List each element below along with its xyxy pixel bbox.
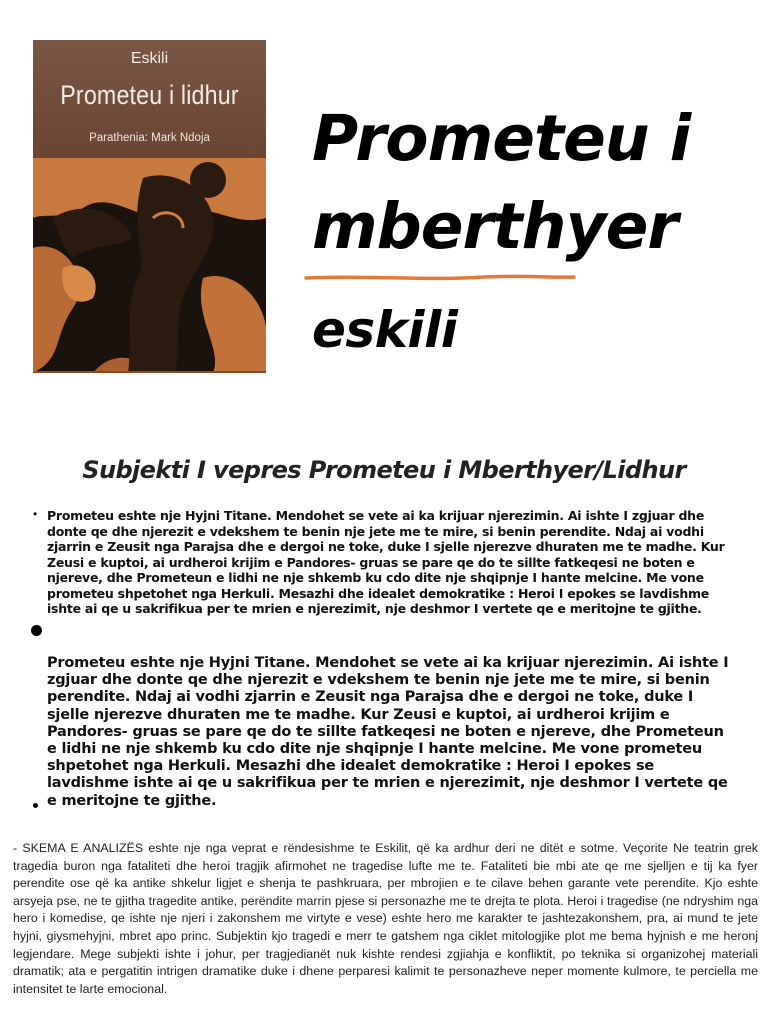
cover-artwork (33, 158, 266, 373)
page-title (312, 95, 690, 271)
cover-preface: Parathenia: Mark Ndoja (89, 132, 210, 144)
bullet-text-small: Prometeu eshte nje Hyjni Titane. Mendohet se vete ai ka krijuar njerezimin. Ai ishte I zgjuar dhe donte qe dhe njerezit e vdekshem te benin nje jete me te mire, si benin perendite. Ndaj ai vodhi zjarrin e Zeusit nga Parajsa dhe e dergoi ne toke, duke I sjelle njerezve dhuraten me te madhe. Kur Zeusi e kuptoi, ai urdheroi krijim e Pandores- gruas se pare qe do te sillte fatkeqesi ne boten e njereve, dhe Prometeun e lidhi ne nje shkemb ku cdo dite nje shqipnje I hante melcine. Me vone prometeu shpetohet nga Herkuli. Mesazhi dhe idealet demokratike : Heroi I epokes se lavdishme ishte ai qe u sakrifikua per te mrien e njerezimit, nje deshmor I vertete qe e meritojne te gjithe. (47, 508, 725, 616)
section-title: Subjekti I vepres Prometeu i Mberthyer/Lidhur (82, 456, 686, 484)
cover-author: Eskili (130, 50, 169, 67)
title-underline (304, 272, 576, 284)
book-cover-image (33, 40, 266, 373)
title-line-2: mberthyer (312, 190, 678, 263)
bullet-marker-empty (33, 803, 38, 808)
bullet-text-large: Prometeu eshte nje Hyjni Titane. Mendohet se vete ai ka krijuar njerezimin. Ai ishte I zgjuar dhe donte qe dhe njerezit e vdekshem te benin nje jete me te mire, si benin perendite. Ndaj ai vodhi zjarrin e Zeusit nga Parajsa dhe e dergoi ne toke, duke I sjelle njerezve dhuraten me te madhe. Kur Zeusi e kuptoi, ai urdheroi krijim e Pandores- gruas se pare qe do te sillte fatkeqesi ne boten e njereve, dhe Prometeun e lidhi ne nje shkemb ku cdo dite nje shqipnje I hante melcine. Me vone prometeu shpetohet nga Herkuli. Mesazhi dhe idealet demokratike : Heroi I epokes se lavdishme ishte ai qe u sakrifikua per te mrien e njerezimit, nje deshmor I vertete qe e meritojne te gjithe. (47, 655, 729, 809)
bullet-marker: • (33, 507, 38, 521)
author-name: eskili (312, 301, 458, 359)
cover-header (33, 40, 266, 158)
title-line-1: Prometeu i (312, 102, 691, 175)
cover-title: Prometeu i lidhur (60, 80, 239, 110)
bullet-marker-large (31, 625, 42, 636)
analysis-paragraph: - SKEMA E ANALIZËS eshte nje nga veprat e rëndesishme te Eskilit, që ka ardhur deri ne ditët e sotme. Veçorite Ne teatrin grek tragedia buron nga fataliteti dhe heroi tragjik afirmohet ne tragedise lufte me te. Fataliteti bie mbi ate qe me sjelljen e tij ka fyer perendite ose që ka antike shkelur ligjet e shenja te pashkruara, per mbrojien e te cilave behen garante vete perendite. Kjo eshte arsyeja pse, ne te gjitha tragedite antike, perëndite marrin pjese si personazhe me te drejta te plota. Heroi i tragedise (ne ndryshim nga hero i komedise, qe ishte nje njeri i zakonshem me virtyte e vese) eshte hero me karakter te jashtezakonshem, pra, ai mund te jete hyjni, giysmehyjni, mbret apo princ. Subjektin kjo tragedi e merr te gatshem nga ciklet mitologjike plot me bema hyjnish e me heronj legjendare. Mege subjekti ishte i johur, per tragjedianët nuk kishte rendesi zgjiahja e konfliktit, po teknika si organizohej materiali dramatik; ata e pergatitin intrigen dramatike duke i dhene perparesi kalimit te personazheve neper momente kulmore, te perciella me intensitet te larte emocional. (13, 841, 758, 996)
